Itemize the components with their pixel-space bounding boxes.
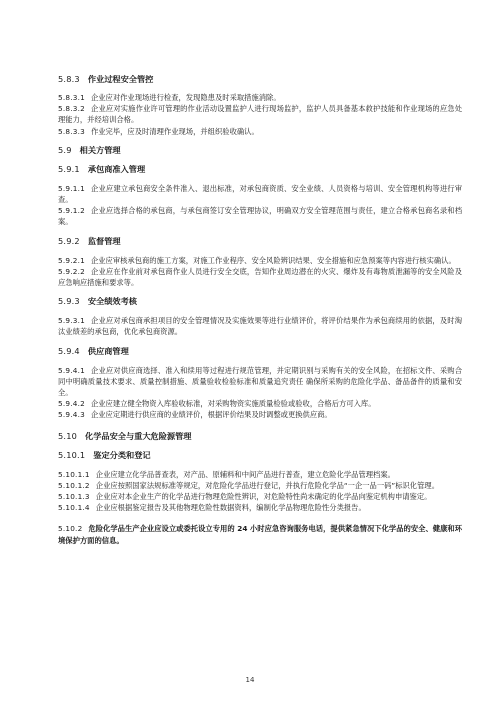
- section-title: 监督管理: [87, 235, 121, 246]
- clause-text: 企业应在作业前对承包商作业人员进行安全交底，告知作业周边潜在的火灾、爆炸及有毒物质泄漏等的安全风险及应急响应措施和要求等。: [58, 266, 462, 288]
- clause-number: 5.10.1.1: [58, 469, 90, 479]
- clause-number: 5.9.2.1: [58, 255, 85, 265]
- section-number: 5.9.2: [58, 235, 80, 246]
- clause-paragraph: [58, 205, 462, 227]
- clause-text: 企业应对承包商承担项目的安全管理情况及实施效果等进行业绩评价，将评价结果作为承包商续用的依据，及时淘汰业绩差的承包商，优化承包商资源。: [58, 316, 462, 337]
- clause-number: 5.10.1.2: [58, 480, 90, 490]
- clause-number: 5.10.1.4: [58, 503, 90, 513]
- clause-text: 企业应根据鉴定报告及其他物理危险性数据资料，编制化学品物理危险性分类报告。: [95, 503, 366, 513]
- clause-text: 企业应对作业现场进行检查，发现隐患及时采取措施消除。: [90, 93, 281, 102]
- clause-number: 5.9.1.2: [58, 206, 85, 216]
- clause-number: 5.9.3.1: [58, 316, 85, 326]
- clause-text: 企业应建立健全物资入库验收标准，对采购物资实施质量检验或验收，合格后方可入库。: [90, 399, 376, 409]
- clause-text: 企业应建立化学品普查表，对产品、原辅料和中间产品进行普查，建立危险化学品管理档案。: [95, 469, 395, 479]
- clause-text: 企业应选择合格的承包商，与承包商签订安全管理协议，明确双方安全管理范围与责任，建立合格承包商名录和档案。: [58, 206, 462, 227]
- section-title: 承包商准入管理: [87, 163, 146, 174]
- section-number: 5.9.1: [58, 163, 80, 174]
- clause-paragraph: [58, 365, 462, 399]
- clause-text: 企业应审核承包商的施工方案，对施工作业程序、安全风险辨识结果、安全措施和应急预案等内容进行核实确认。: [90, 255, 456, 265]
- section-title: 供应商管理: [87, 345, 129, 356]
- section-number: 5.9.3: [58, 296, 80, 307]
- clause-text: 危险化学品生产企业应设立或委托设立专用的 24 小时应急咨询服务电话，提供紧急情况下化学品的安全、健康和环境保护方面的信息。: [58, 524, 462, 545]
- clause-text: 企业应定期进行供应商的业绩评价，根据评价结果及时调整或更换供应商。: [90, 410, 332, 420]
- section-heading: [58, 74, 462, 85]
- clause-number: 5.10.1.3: [58, 492, 90, 502]
- clause-number: 5.8.3.2: [58, 104, 85, 114]
- clause-paragraph: [58, 398, 462, 409]
- section-heading: [58, 431, 462, 442]
- section-heading: [58, 346, 462, 357]
- document-body: [58, 68, 462, 546]
- section-number: 5.9: [58, 144, 72, 155]
- clause-paragraph: [58, 409, 462, 420]
- clause-text: 企业应对本企业生产的化学品进行物理危险性辨识，对危险特性尚未确定的化学品向鉴定机构申请鉴定。: [95, 492, 432, 502]
- section-heading: [58, 296, 462, 307]
- section-number: 5.9.4: [58, 345, 80, 356]
- section-title: 鉴定分类和登记: [93, 449, 151, 460]
- section-title: 化学品安全与重大危险源管理: [85, 430, 192, 441]
- page-number: 14: [245, 676, 255, 684]
- clause-paragraph: [58, 469, 462, 480]
- clause-paragraph-emphasis: [58, 523, 462, 545]
- clause-number: 5.8.3.1: [58, 93, 85, 102]
- clause-paragraph: [58, 266, 462, 288]
- clause-number: 5.9.4.1: [58, 365, 85, 375]
- clause-text: 企业应对供应商选择、准入和续用等过程进行规范管理，并定期识别与采购有关的安全风险，在招标文件、采购合同中明确质量技术要求、质量控制措施、质量验收检验标准和质量追究责任 确保所采购的危险化学品、备品备件的质量和安全。: [58, 365, 462, 398]
- clause-paragraph: [58, 480, 462, 491]
- clause-number: 5.9.4.2: [58, 399, 85, 409]
- clause-paragraph: [58, 183, 462, 205]
- clause-paragraph: [58, 255, 462, 266]
- section-title: 作业过程安全管控: [87, 74, 154, 84]
- clause-paragraph: [58, 92, 462, 103]
- clause-text: 作业完毕，应及时清理作业现场，并组织验收确认。: [90, 126, 259, 136]
- section-title: 安全绩效考核: [87, 296, 137, 307]
- clause-paragraph: [58, 126, 462, 137]
- clause-text: 企业应按照国家法规标准等规定，对危险化学品进行登记，并执行危险化学品“一企一品一码”标识化管理。: [95, 480, 439, 490]
- clause-text: 企业应建立承包商安全条件准入、退出标准，对承包商资质、安全业绩、人员资格与培训、安全管理机构等进行审查。: [58, 183, 462, 205]
- clause-paragraph: [58, 103, 462, 125]
- clause-paragraph: [58, 491, 462, 502]
- clause-number: 5.9.4.3: [58, 410, 85, 420]
- section-heading: [58, 164, 462, 175]
- clause-text: 企业应对实施作业许可管理的作业活动设置监护人进行现场监护，监护人员具备基本救护技能和作业现场的应急处理能力，并经培训合格。: [58, 104, 462, 125]
- clause-number: 5.8.3.3: [58, 126, 85, 136]
- clause-paragraph: [58, 315, 462, 337]
- clause-number: 5.9.2.2: [58, 266, 85, 276]
- section-heading: [58, 236, 462, 247]
- section-number: 5.10.1: [58, 449, 86, 460]
- section-title: 相关方管理: [79, 144, 121, 155]
- clause-number: 5.10.2: [58, 524, 83, 534]
- clause-number: 5.9.1.1: [58, 183, 85, 193]
- clause-paragraph: [58, 502, 462, 513]
- section-heading: [58, 450, 462, 461]
- section-heading: [58, 145, 462, 156]
- section-number: 5.10: [58, 430, 78, 441]
- section-number: 5.8.3: [58, 74, 80, 84]
